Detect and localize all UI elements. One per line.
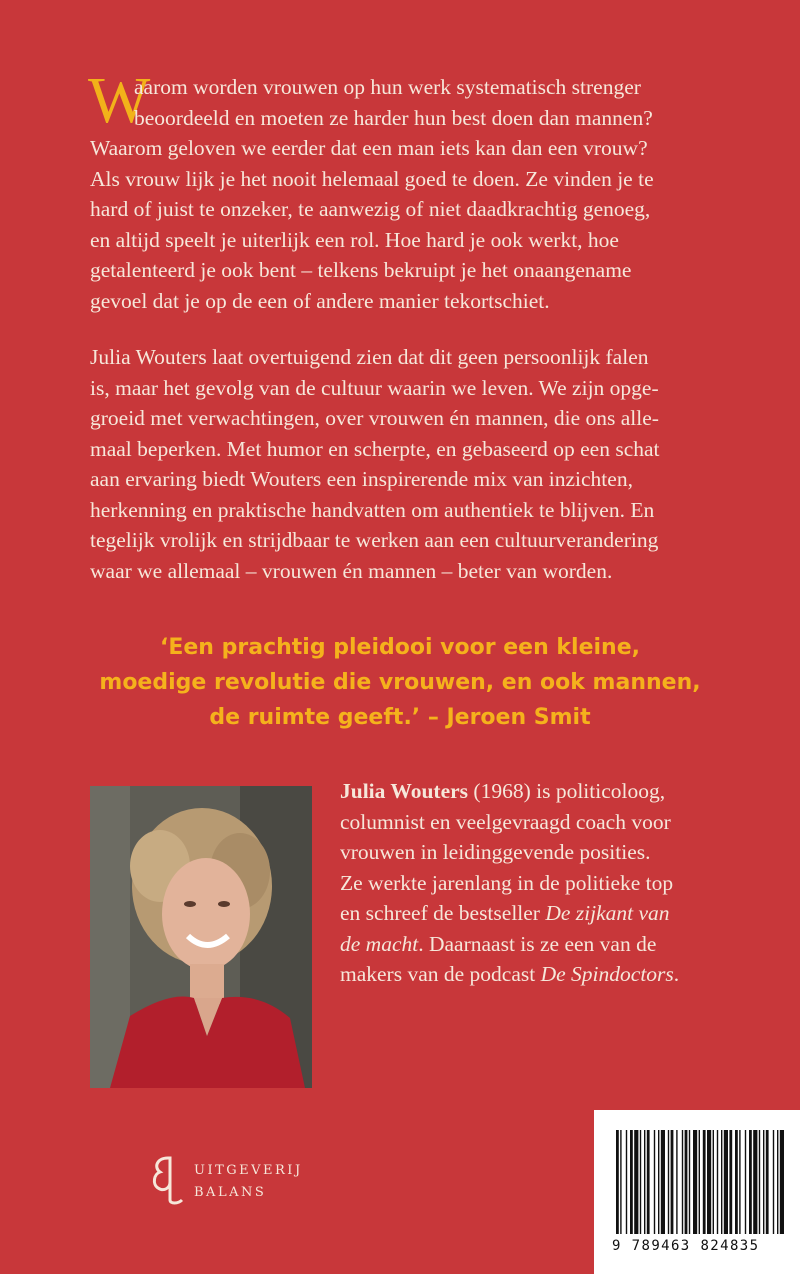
blurb-quote bbox=[0, 630, 800, 735]
bio-line bbox=[340, 776, 700, 807]
barcode-bar bbox=[626, 1130, 627, 1234]
barcode-bar bbox=[739, 1130, 740, 1234]
author-name: Julia Wouters bbox=[340, 779, 469, 803]
barcode-bar bbox=[713, 1130, 714, 1234]
author-portrait-illustration bbox=[90, 786, 312, 1088]
text-line: Als vrouw lijk je het nooit helemaal goed te doen. Ze vinden je te bbox=[90, 166, 654, 191]
barcode-bar bbox=[668, 1130, 669, 1234]
intro-paragraph bbox=[90, 72, 730, 316]
barcode-bar bbox=[654, 1130, 655, 1234]
text-line: herkenning en praktische handvatten om authentiek te blijven. En bbox=[90, 497, 655, 522]
text-line: groeid met verwachtingen, over vrouwen én mannen, die ons alle- bbox=[90, 406, 659, 430]
barcode-bar bbox=[721, 1130, 722, 1234]
text-line: waar we allemaal – vrouwen én mannen – beter van worden. bbox=[90, 558, 613, 583]
barcode-bar bbox=[630, 1130, 633, 1234]
publisher-name bbox=[194, 1160, 303, 1204]
barcode-bar bbox=[685, 1130, 688, 1234]
barcode-bar bbox=[729, 1130, 732, 1234]
barcode-bar bbox=[759, 1130, 760, 1234]
podcast-title: De Spindoctors bbox=[540, 962, 674, 986]
text-line: gevoel dat je op de een of andere manier tekortschiet. bbox=[90, 288, 550, 313]
bio-text: . Daarnaast is ze een van de bbox=[418, 931, 657, 956]
body-paragraph bbox=[90, 342, 730, 586]
barcode-bar bbox=[717, 1130, 718, 1234]
publisher-logo bbox=[150, 1152, 350, 1212]
barcode-bar bbox=[777, 1130, 778, 1234]
bio-text: en schreef de bestseller bbox=[340, 901, 546, 925]
text-line: en altijd speelt je uiterlijk een rol. Hoe hard je ook werkt, hoe bbox=[90, 227, 619, 252]
barcode-bar bbox=[689, 1130, 690, 1234]
barcode-bar bbox=[682, 1130, 683, 1234]
author-bio bbox=[340, 776, 700, 990]
text-line: hard of juist te onzeker, te aanwezig of niet daadkrachtig genoeg, bbox=[90, 197, 651, 221]
barcode-bar bbox=[724, 1130, 728, 1234]
barcode-bar bbox=[658, 1130, 659, 1234]
text-line: Julia Wouters laat overtuigend zien dat dit geen persoonlijk falen bbox=[90, 345, 649, 369]
barcode-bar bbox=[773, 1130, 774, 1234]
text-line: beoordeeld en moeten ze harder hun best doen dan mannen? bbox=[134, 105, 653, 130]
bio-text: (1968) is politicoloog, bbox=[468, 779, 666, 803]
barcode-bar bbox=[703, 1130, 706, 1234]
text-line: Waarom geloven we eerder dat een man iets kan dan een vrouw? bbox=[90, 136, 648, 160]
bio-line bbox=[340, 898, 700, 929]
isbn-number: 9 789463 824835 bbox=[612, 1238, 760, 1254]
barcode-bar bbox=[647, 1130, 650, 1234]
barcode-bar bbox=[707, 1130, 711, 1234]
publisher-logo-mark-icon bbox=[150, 1154, 184, 1206]
bio-text: makers van de podcast bbox=[340, 962, 541, 986]
publisher-line: UITGEVERIJ bbox=[194, 1163, 303, 1178]
quote-line: de ruimte geeft.’ – Jeroen Smit bbox=[209, 705, 591, 730]
barcode-bars bbox=[616, 1130, 786, 1234]
text-line: getalenteerd je ook bent – telkens bekruipt je het onaangename bbox=[90, 258, 632, 282]
bio-line: Ze werkte jarenlang in de politieke top bbox=[340, 870, 674, 895]
barcode-bar bbox=[745, 1130, 746, 1234]
publisher-line: BALANS bbox=[194, 1185, 267, 1200]
bio-line bbox=[340, 929, 700, 960]
barcode-bar bbox=[640, 1130, 641, 1234]
bio-text: . bbox=[673, 962, 680, 986]
author-photo bbox=[90, 786, 312, 1088]
bio-line: vrouwen in leidinggevende posities. bbox=[340, 840, 651, 864]
barcode-bar bbox=[693, 1130, 697, 1234]
barcode-bar bbox=[661, 1130, 665, 1234]
text-line: aan ervaring biedt Wouters een inspirerende mix van inzichten, bbox=[90, 467, 633, 491]
bio-line bbox=[340, 959, 700, 990]
barcode bbox=[594, 1110, 800, 1274]
barcode-bar bbox=[780, 1130, 784, 1234]
book-title: De zijkant van bbox=[545, 901, 670, 925]
text-line: maal beperken. Met humor en scherpte, en gebaseerd op een schat bbox=[90, 436, 660, 461]
drop-cap: W bbox=[88, 64, 151, 137]
barcode-bar bbox=[766, 1130, 769, 1234]
quote-line: ‘Een prachtig pleidooi voor een kleine, bbox=[160, 635, 640, 660]
text-line: aarom worden vrouwen op hun werk systematisch strenger bbox=[134, 75, 641, 99]
bio-line: columnist en veelgevraagd coach voor bbox=[340, 809, 671, 834]
barcode-bar bbox=[620, 1130, 621, 1234]
quote-line: moedige revolutie die vrouwen, en ook mannen, bbox=[99, 670, 701, 695]
barcode-bar bbox=[735, 1130, 738, 1234]
book-title: de macht bbox=[340, 931, 419, 956]
barcode-bar bbox=[616, 1130, 619, 1234]
barcode-bar bbox=[763, 1130, 764, 1234]
barcode-bar bbox=[676, 1130, 677, 1234]
barcode-bar bbox=[634, 1130, 638, 1234]
barcode-bar bbox=[644, 1130, 645, 1234]
barcode-bar bbox=[753, 1130, 757, 1234]
text-line: tegelijk vrolijk en strijdbaar te werken aan een cultuurverandering bbox=[90, 528, 659, 552]
barcode-bar bbox=[749, 1130, 752, 1234]
text-line: is, maar het gevolg van de cultuur waarin we leven. We zijn opge- bbox=[90, 375, 659, 400]
barcode-bar bbox=[671, 1130, 674, 1234]
barcode-bar bbox=[699, 1130, 700, 1234]
